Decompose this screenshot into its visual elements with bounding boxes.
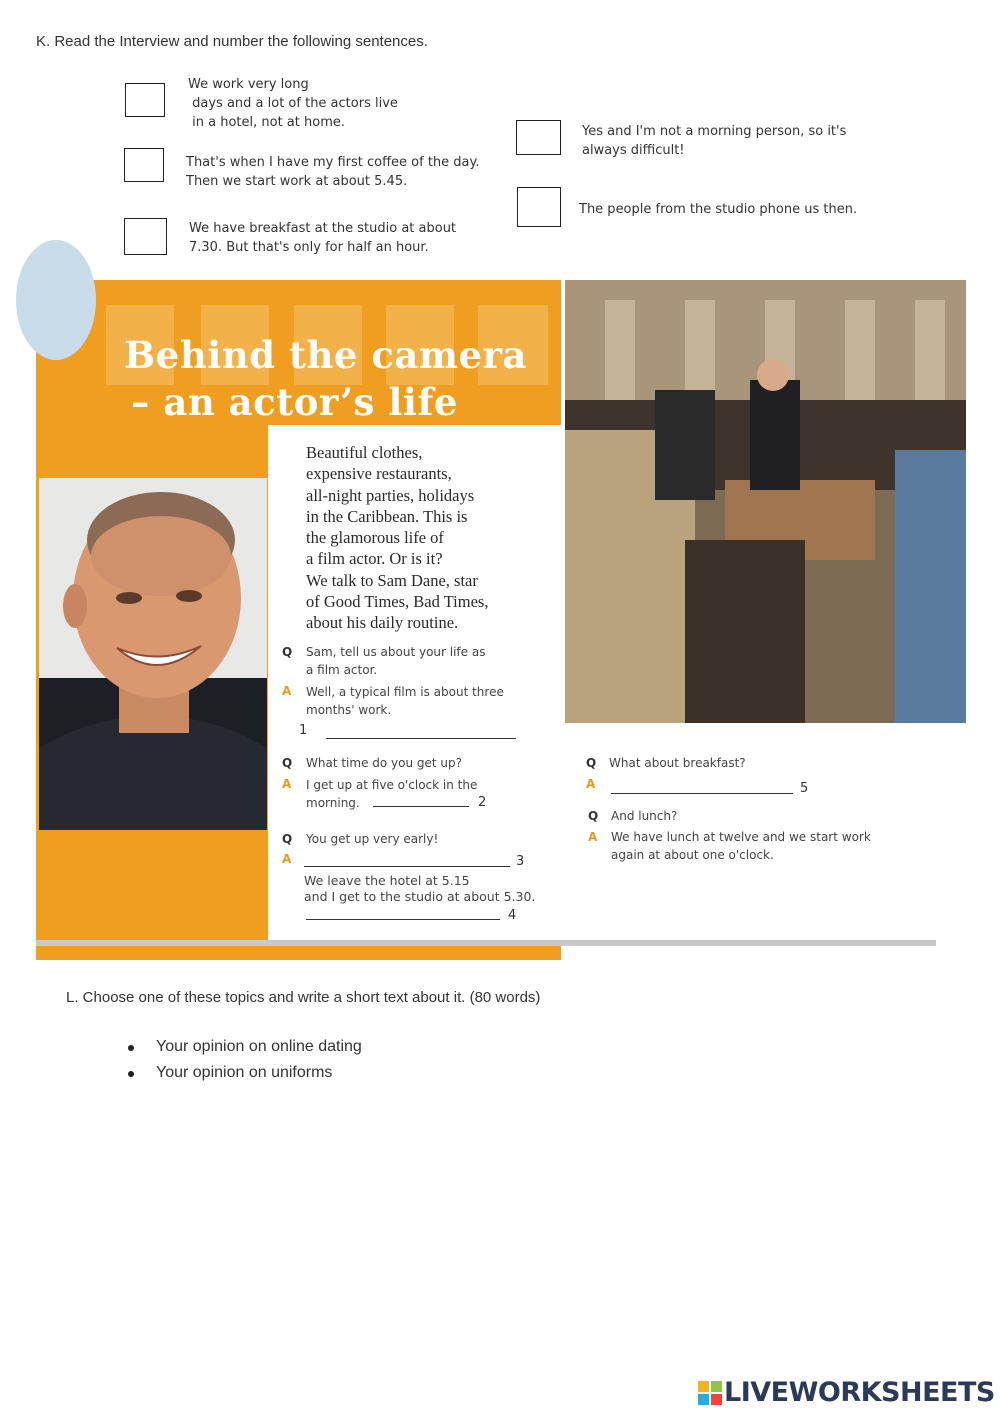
liveworksheets-logo-text[interactable]: LIVEWORKSHEETS [724, 1377, 995, 1408]
gap-number-5: 5 [800, 781, 809, 796]
answer-box-3[interactable] [124, 218, 167, 255]
sentence-3: We have breakfast at the studio at about 7.30. But that's only for half an hour. [189, 221, 457, 255]
article-panel [36, 280, 966, 960]
answer-box-4[interactable] [516, 120, 561, 155]
sentence-4: Yes and I'm not a morning person, so it's always difficult! [582, 124, 847, 158]
section-l-heading: L. Choose one of these topics and write a short text about it. (80 words) [66, 989, 541, 1006]
gap-number-4: 4 [508, 908, 517, 923]
bullet [128, 1071, 134, 1077]
a-marker: A [282, 852, 292, 866]
gap-1-field[interactable] [326, 738, 516, 739]
qa2-answer: I get up at five o'clock in the morning. [306, 778, 478, 810]
article-title-line-2: – an actor’s life [131, 380, 458, 424]
a-marker: A [586, 777, 596, 791]
qa2-question: What time do you get up? [306, 756, 463, 770]
gap-number-2: 2 [478, 795, 487, 810]
gap-number-1: 1 [299, 723, 308, 738]
qa5-answer: We have lunch at twelve and we start work again at about one o'clock. [611, 830, 871, 862]
article-orange-strip [36, 840, 268, 945]
q-marker: Q [282, 756, 293, 770]
section-k-heading: K. Read the Interview and number the following sentences. [36, 33, 428, 50]
topic-2: Your opinion on uniforms [156, 1064, 333, 1081]
gap-4-field[interactable] [306, 919, 500, 920]
qa1-answer: Well, a typical film is about three months' work. [306, 685, 504, 717]
qa5-question: And lunch? [611, 809, 678, 823]
qa1-question: Sam, tell us about your life as a film actor. [306, 645, 486, 677]
q-marker: Q [586, 756, 597, 770]
answer-box-2[interactable] [124, 148, 164, 182]
answer-box-5[interactable] [517, 187, 561, 227]
qa4-question: What about breakfast? [609, 756, 746, 770]
liveworksheets-logo-icon [698, 1381, 722, 1405]
actor-portrait [39, 478, 267, 830]
gap-3-field[interactable] [304, 866, 510, 867]
gap-5-field[interactable] [611, 793, 793, 794]
film-set-photo [565, 280, 966, 723]
q-marker: Q [282, 832, 293, 846]
qa3-answer-continued: We leave the hotel at 5.15 and I get to the studio at about 5.30. [304, 873, 536, 904]
sentence-5: The people from the studio phone us then. [579, 202, 858, 217]
q-marker: Q [588, 809, 599, 823]
answer-box-1[interactable] [125, 83, 165, 117]
sentence-1: We work very long days and a lot of the actors live in a hotel, not at home. [188, 77, 398, 130]
a-marker: A [282, 777, 292, 791]
decor-circle [16, 240, 96, 360]
topic-1: Your opinion on online dating [156, 1038, 362, 1055]
gap-2-field[interactable] [373, 806, 469, 807]
a-marker: A [282, 684, 292, 698]
a-marker: A [588, 830, 598, 844]
qa3-question: You get up very early! [306, 832, 439, 846]
article-intro: Beautiful clothes, expensive restaurants, all-night parties, holidays in the Caribbean. This is the glamorous life of a film actor. Or is it? We talk to Sam Dane, star of Good Times, Bad Times, about his daily routine. [306, 443, 489, 633]
q-marker: Q [282, 645, 293, 659]
gap-number-3: 3 [516, 854, 525, 869]
article-title-line-1: Behind the camera [124, 333, 527, 377]
sentence-2: That's when I have my first coffee of the day. Then we start work at about 5.45. [186, 155, 480, 189]
bullet [128, 1045, 134, 1051]
torn-edge [36, 940, 936, 946]
